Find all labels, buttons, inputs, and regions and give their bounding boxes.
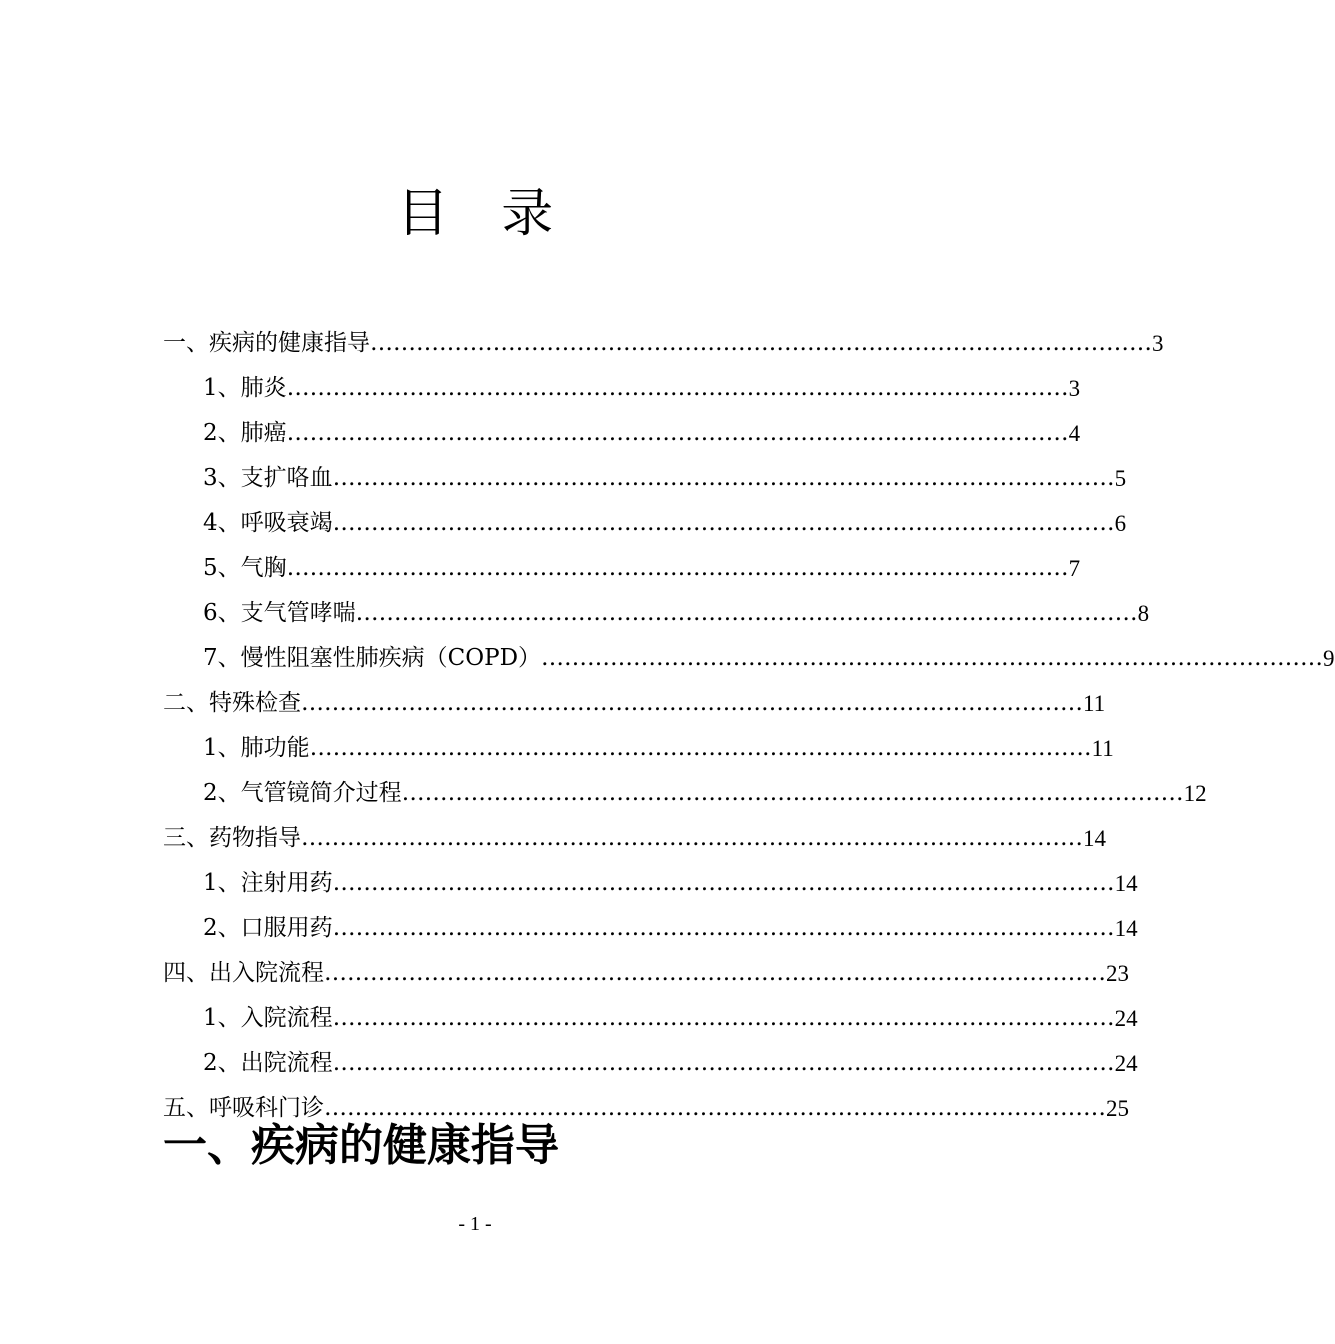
- dot-leader: …………………………………………………………………………………………: [332, 870, 1115, 896]
- toc-entry-page: 14: [1114, 871, 1138, 896]
- toc-entry-label: 2、口服用药: [203, 915, 333, 941]
- toc-entry-label: 3、支扩咯血: [203, 465, 333, 491]
- toc-entry-label: 2、出院流程: [203, 1050, 333, 1076]
- toc-entry-page: 8: [1137, 601, 1150, 626]
- toc-entry-label: 5、气胸: [203, 555, 287, 581]
- toc-entry-page: 3: [1152, 331, 1164, 356]
- toc-entry-label: 三、药物指导: [163, 825, 301, 851]
- dot-leader: …………………………………………………………………………………………: [401, 780, 1184, 806]
- dot-leader: …………………………………………………………………………………………: [332, 1050, 1115, 1076]
- toc-entry-label: 五、呼吸科门诊: [163, 1095, 324, 1121]
- toc-entry-label: 1、入院流程: [203, 1005, 333, 1031]
- toc-entry-label: 一、疾病的健康指导: [163, 330, 370, 356]
- toc-entry-copd[interactable]: [203, 636, 1335, 681]
- dot-leader: …………………………………………………………………………………………: [286, 555, 1069, 581]
- toc-entry-medication[interactable]: [163, 816, 1106, 861]
- toc-entry-page: 24: [1114, 1051, 1138, 1076]
- dot-leader: …………………………………………………………………………………………: [301, 690, 1083, 716]
- toc-entry-label: 2、肺癌: [203, 420, 287, 446]
- toc-entry-page: 7: [1068, 556, 1081, 581]
- toc-entry-bronchoscopy[interactable]: [203, 771, 1207, 816]
- toc-entry-hemoptysis[interactable]: [203, 456, 1127, 501]
- toc-entry-page: 14: [1083, 826, 1106, 851]
- dot-leader: …………………………………………………………………………………………: [541, 645, 1324, 671]
- dot-leader: …………………………………………………………………………………………: [324, 960, 1106, 986]
- dot-leader: …………………………………………………………………………………………: [332, 915, 1115, 941]
- toc-entry-label: 1、注射用药: [203, 870, 333, 896]
- toc-entry-label: 二、特殊检查: [163, 690, 301, 716]
- page-number: - 1 -: [458, 1213, 492, 1235]
- toc-entry-lung-cancer[interactable]: [203, 411, 1081, 456]
- toc-entry-discharge[interactable]: [203, 1041, 1138, 1086]
- toc-entry-label: 1、肺功能: [203, 735, 310, 761]
- dot-leader: …………………………………………………………………………………………: [301, 825, 1083, 851]
- toc-entry-page: 23: [1106, 961, 1129, 986]
- dot-leader: …………………………………………………………………………………………: [332, 465, 1115, 491]
- dot-leader: …………………………………………………………………………………………: [355, 600, 1138, 626]
- toc-entry-page: 14: [1114, 916, 1138, 941]
- toc-entry-label: 6、支气管哮喘: [203, 600, 356, 626]
- toc-entry-page: 4: [1068, 421, 1081, 446]
- toc-entry-page: 5: [1114, 466, 1127, 491]
- dot-leader: …………………………………………………………………………………………: [332, 1005, 1115, 1031]
- dot-leader: …………………………………………………………………………………………: [324, 1095, 1106, 1121]
- toc-entry-admission-discharge[interactable]: [163, 951, 1129, 996]
- toc-entry-page: 25: [1106, 1096, 1129, 1121]
- dot-leader: …………………………………………………………………………………………: [286, 420, 1069, 446]
- toc-entry-injection[interactable]: [203, 861, 1138, 906]
- toc-entry-label: 4、呼吸衰竭: [203, 510, 333, 536]
- toc-entry-admission[interactable]: [203, 996, 1138, 1041]
- toc-entry-respiratory-failure[interactable]: [203, 501, 1127, 546]
- toc-entry-pneumothorax[interactable]: [203, 546, 1081, 591]
- toc-entry-page: 11: [1083, 691, 1106, 716]
- toc-entry-label: 四、出入院流程: [163, 960, 324, 986]
- toc-entry-label: 1、肺炎: [203, 375, 287, 401]
- toc-entry-label: 2、气管镜简介过程: [203, 780, 402, 806]
- toc-entry-special-exams[interactable]: [163, 681, 1106, 726]
- section-heading: 一、疾病的健康指导: [163, 1120, 559, 1171]
- toc-entry-asthma[interactable]: [203, 591, 1150, 636]
- toc-entry-pneumonia[interactable]: [203, 366, 1081, 411]
- dot-leader: …………………………………………………………………………………………: [309, 735, 1092, 761]
- dot-leader: …………………………………………………………………………………………: [286, 375, 1069, 401]
- toc-entry-oral[interactable]: [203, 906, 1138, 951]
- dot-leader: …………………………………………………………………………………………: [332, 510, 1115, 536]
- toc-entry-page: 12: [1183, 781, 1207, 806]
- toc-entry-page: 6: [1114, 511, 1127, 536]
- toc-entry-page: 11: [1091, 736, 1114, 761]
- toc-entry-lung-function[interactable]: [203, 726, 1114, 771]
- toc-entry-page: 3: [1068, 376, 1081, 401]
- toc-entry-page: 24: [1114, 1006, 1138, 1031]
- toc-entry-page: 9: [1323, 646, 1335, 671]
- toc-entry-label: 7、慢性阻塞性肺疾病（COPD）: [203, 645, 542, 671]
- dot-leader: …………………………………………………………………………………………: [370, 330, 1152, 356]
- page-title: 目 录: [396, 184, 572, 244]
- toc-entry-diseases[interactable]: [163, 321, 1164, 366]
